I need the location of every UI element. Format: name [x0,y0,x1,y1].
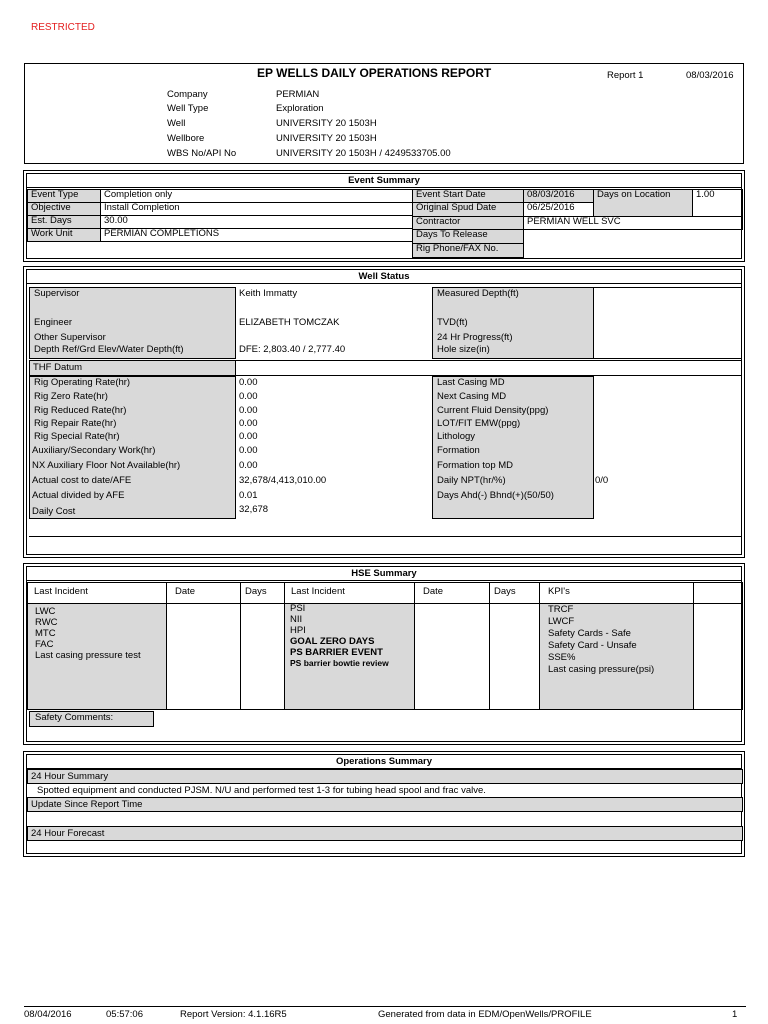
report-title: EP WELLS DAILY OPERATIONS REPORT [257,66,492,80]
hse-col-header: Last Incident [27,582,167,604]
kpi-list [539,603,694,710]
rig-special-rate-label: Rig Special Rate(hr) [34,431,120,442]
hse-col-header: Date [166,582,241,604]
objective-label: Objective [27,202,101,216]
list-item: RWC [35,616,58,628]
safety-comments-label: Safety Comments: [29,711,154,727]
depth-ref-label: Depth Ref/Grd Elev/Water Depth(ft) [34,344,184,355]
rig-repair-rate-value: 0.00 [239,418,258,429]
update-since-label: Update Since Report Time [27,797,743,812]
forecast-24h-label: 24 Hour Forecast [27,826,743,841]
summary-24h-text: Spotted equipment and conducted PJSM. N/U and performed test 1-3 for tubing head spool and frac valve. [37,785,486,796]
hse-col-header: Days [489,582,540,604]
lot-fit-label: LOT/FIT EMW(ppg) [437,418,521,429]
nx-auxiliary-value: 0.00 [239,460,258,471]
divider [29,536,742,537]
thf-datum-label: THF Datum [29,360,236,376]
hse-summary-title: HSE Summary [27,567,741,581]
days-to-release-label: Days To Release [412,229,524,244]
hse-col-header-empty [693,582,743,604]
lithology-label: Lithology [437,431,476,442]
operations-summary-title: Operations Summary [27,755,741,769]
rig-zero-rate-label: Rig Zero Rate(hr) [34,391,108,402]
formation-top-label: Formation top MD [437,460,514,471]
days-on-location-label: Days on Location [593,189,693,217]
incident-days-2 [489,603,540,710]
list-item: SSE% [548,651,576,663]
list-item: PS BARRIER EVENT [290,646,383,658]
list-item: LWCF [548,615,575,627]
classification-label: RESTRICTED [31,22,95,33]
rig-zero-rate-value: 0.00 [239,391,258,402]
well-label: Well [167,118,186,129]
daily-npt-value: 0/0 [595,475,609,486]
footer-version: Report Version: 4.1.16R5 [180,1009,287,1020]
actual-cost-value: 32,678/4,413,010.00 [239,475,327,486]
event-summary-title: Event Summary [27,174,741,188]
last-casing-md-label: Last Casing MD [437,377,505,388]
list-item: Safety Card - Unsafe [548,639,637,651]
daily-cost-label: Daily Cost [32,506,76,517]
original-spud-date-label: Original Spud Date [412,202,524,217]
hse-col-header: Date [414,582,490,604]
days-ahead-label: Days Ahd(-) Bhnd(+)(50/50) [437,490,554,501]
fluid-density-label: Current Fluid Density(ppg) [437,405,549,416]
other-supervisor-label: Other Supervisor [34,332,106,343]
hse-col-header: Days [240,582,285,604]
rig-reduced-rate-label: Rig Reduced Rate(hr) [34,405,127,416]
contractor-value: PERMIAN WELL SVC [523,216,743,230]
formation-label: Formation [437,445,480,456]
rig-special-rate-value: 0.00 [239,431,258,442]
event-type-value: Completion only [100,189,438,203]
next-casing-md-label: Next Casing MD [437,391,507,402]
report-header [24,63,744,164]
wbs-value: UNIVERSITY 20 1503H / 4249533705.00 [276,148,451,159]
incident-date-1 [166,603,241,710]
list-item: GOAL ZERO DAYS [290,635,375,647]
hse-summary-section [26,566,742,742]
company-value: PERMIAN [276,89,320,100]
actual-cost-label: Actual cost to date/AFE [32,475,132,486]
original-spud-date-value: 06/25/2016 [523,202,594,217]
tvd-label: TVD(ft) [437,317,468,328]
rig-operating-rate-value: 0.00 [239,377,258,388]
company-label: Company [167,89,208,100]
incident-list-1 [27,603,167,710]
actual-afe-label: Actual divided by AFE [32,490,125,501]
well-value: UNIVERSITY 20 1503H [276,118,377,129]
est-days-value: 30.00 [100,215,438,229]
supervisor-value: Keith Immatty [239,288,298,299]
list-item: LWC [35,606,56,617]
event-type-label: Event Type [27,189,101,203]
footer-date: 08/04/2016 [24,1009,72,1020]
well-type-label: Well Type [167,103,209,114]
list-item: TRCF [548,604,574,615]
depth-ref-value: DFE: 2,803.40 / 2,777.40 [239,344,346,355]
auxiliary-work-label: Auxiliary/Secondary Work(hr) [32,445,156,456]
operations-summary-section [26,754,742,854]
incident-date-2 [414,603,490,710]
incident-list-2 [284,603,415,710]
summary-24h-label: 24 Hour Summary [27,769,743,784]
rig-reduced-rate-value: 0.00 [239,405,258,416]
thf-datum-value [235,360,742,376]
hse-col-header: KPI's [539,582,694,604]
list-item: Safety Cards - Safe [548,627,631,639]
list-item: PS barrier bowtie review [290,657,389,668]
well-status-section [26,269,742,555]
wellbore-value: UNIVERSITY 20 1503H [276,133,377,144]
engineer-value: ELIZABETH TOMCZAK [239,317,340,328]
list-item: HPI [290,624,306,636]
footer-page-number: 1 [732,1009,738,1020]
wbs-label: WBS No/API No [167,148,237,159]
objective-value: Install Completion [100,202,438,216]
hole-size-label: Hole size(in) [437,344,490,355]
measured-depth-label: Measured Depth(ft) [437,288,519,299]
list-item: Last casing pressure(psi) [548,663,655,675]
supervisor-label: Supervisor [34,288,80,299]
footer-rule [24,1006,746,1007]
list-item: MTC [35,627,56,639]
est-days-label: Est. Days [27,215,101,229]
event-start-date-value: 08/03/2016 [523,189,594,203]
rig-repair-rate-label: Rig Repair Rate(hr) [34,418,117,429]
work-unit-label: Work Unit [27,228,101,242]
event-summary-section [26,173,742,259]
auxiliary-work-value: 0.00 [239,445,258,456]
footer-generated: Generated from data in EDM/OpenWells/PROFILE [378,1009,592,1020]
engineer-label: Engineer [34,317,73,328]
footer-time: 05:57:06 [106,1009,143,1020]
contractor-label: Contractor [412,216,524,230]
list-item: FAC [35,638,54,650]
daily-cost-value: 32,678 [239,504,269,515]
progress-label: 24 Hr Progress(ft) [437,332,513,343]
report-number: Report 1 [607,70,644,81]
list-item: PSI [290,603,306,614]
kpi-values [693,603,743,710]
incident-days-1 [240,603,285,710]
work-unit-value: PERMIAN COMPLETIONS [100,228,438,242]
actual-afe-value: 0.01 [239,490,258,501]
rig-operating-rate-label: Rig Operating Rate(hr) [34,377,131,388]
well-type-value: Exploration [276,103,324,114]
daily-npt-label: Daily NPT(hr/%) [437,475,506,486]
wellbore-label: Wellbore [167,133,205,144]
depth-values-block [593,287,742,359]
list-item: Last casing pressure test [35,649,141,661]
list-item: NII [290,613,303,625]
days-on-location-value: 1.00 [692,189,743,217]
rig-phone-label: Rig Phone/FAX No. [412,243,524,258]
well-status-title: Well Status [27,270,741,284]
report-date: 08/03/2016 [686,70,734,81]
event-start-date-label: Event Start Date [412,189,524,203]
hse-col-header: Last Incident [284,582,415,604]
nx-auxiliary-label: NX Auxiliary Floor Not Available(hr) [32,460,181,471]
divider [523,229,524,258]
